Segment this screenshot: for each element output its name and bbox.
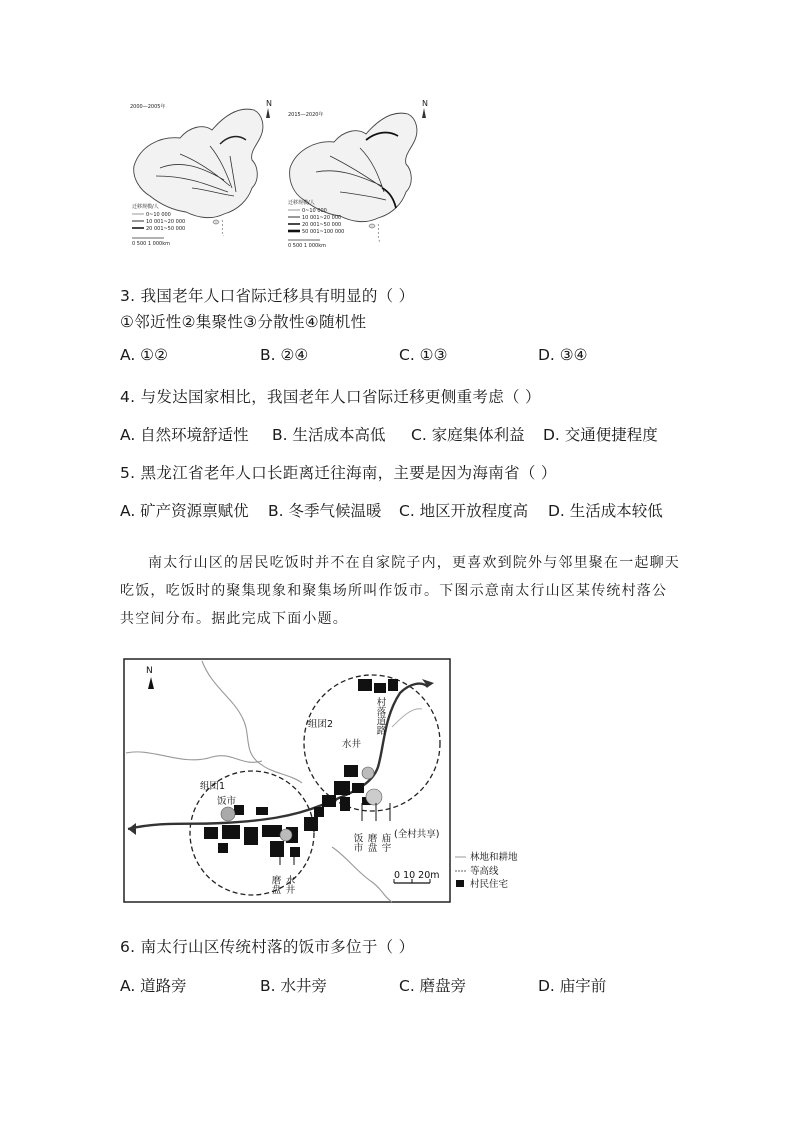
label-shared: (全村共享) bbox=[394, 829, 440, 840]
question-3-option-b[interactable]: B. ②④ bbox=[260, 346, 309, 364]
label-mopan-group-1: 磨盘 bbox=[269, 875, 281, 894]
legend-house: 村民住宅 bbox=[470, 879, 509, 890]
group-1-label: 组团1 bbox=[200, 781, 226, 792]
hainan-left bbox=[213, 220, 219, 224]
question-6-option-b[interactable]: B. 水井旁 bbox=[260, 977, 327, 995]
public-space-marker-group-2 bbox=[366, 789, 382, 805]
label-mopan-bottom: 磨盘 bbox=[365, 833, 377, 852]
north-arrow-icon: N bbox=[266, 99, 272, 108]
shuijing-label: 水井 bbox=[342, 739, 362, 750]
legend-title-left: 迁移规模/人 bbox=[132, 204, 159, 210]
question-5-option-c[interactable]: C. 地区开放程度高 bbox=[399, 502, 529, 520]
question-6-option-c[interactable]: C. 磨盘旁 bbox=[399, 977, 467, 995]
north-arrow-shape-icon bbox=[422, 108, 426, 118]
legend-title-right: 迁移规模/人 bbox=[288, 200, 315, 206]
reading-passage: 南太行山区的居民吃饭时并不在自家院子内，更喜欢到院外与邻里聚在一起聊天吃饭，吃饭时的聚集现象和聚集场所叫作饭市。下图示意南太行山区某传统村落公共空间分布。据此完成下面小题。 bbox=[120, 555, 680, 627]
label-fanshi-bottom: 饭市 bbox=[351, 833, 363, 852]
south-sea-line-left bbox=[222, 220, 224, 236]
legend-item-3-left: 20 001~50 000 bbox=[146, 226, 186, 232]
label-shuijing-group-1: 水井 bbox=[283, 875, 295, 894]
question-4-option-c[interactable]: C. 家庭集体利益 bbox=[411, 426, 525, 444]
south-sea-line-right bbox=[378, 224, 380, 242]
mopan-marker bbox=[280, 829, 292, 841]
hainan-right bbox=[369, 224, 375, 228]
map-right-period: 2015—2020年 bbox=[288, 112, 324, 118]
map-2015-2020 bbox=[288, 99, 428, 249]
question-3-option-a[interactable]: A. ①② bbox=[120, 346, 168, 364]
map-frame bbox=[124, 659, 450, 902]
road-label: 村落道路 bbox=[374, 697, 386, 735]
question-3-option-c[interactable]: C. ①③ bbox=[399, 346, 448, 364]
question-3-stem: 3. 我国老年人口省际迁移具有明显的（ ） bbox=[120, 287, 415, 305]
village-map-figure bbox=[122, 657, 542, 905]
question-4-option-b[interactable]: B. 生活成本高低 bbox=[272, 426, 386, 444]
question-4-option-d[interactable]: D. 交通便捷程度 bbox=[543, 426, 658, 444]
legend-contour: 等高线 bbox=[470, 866, 499, 877]
question-5-stem: 5. 黑龙江省老年人口长距离迁往海南，主要是因为海南省（ ） bbox=[120, 464, 557, 482]
fanshi-label: 饭市 bbox=[217, 796, 237, 807]
map-2000-2005 bbox=[130, 99, 272, 247]
shuijing-marker bbox=[362, 767, 374, 779]
group-2-label: 组团2 bbox=[308, 719, 334, 730]
question-6-option-d[interactable]: D. 庙宇前 bbox=[538, 977, 607, 995]
legend-item-1-right: 0~10 000 bbox=[302, 208, 327, 214]
question-5-option-a[interactable]: A. 矿产资源禀赋优 bbox=[120, 502, 249, 520]
question-5-option-b[interactable]: B. 冬季气候温暖 bbox=[268, 502, 382, 520]
fanshi-marker-group-1 bbox=[221, 807, 235, 821]
question-6-stem: 6. 南太行山区传统村落的饭市多位于（ ） bbox=[120, 938, 415, 956]
scale-text-right: 0 500 1 000km bbox=[288, 243, 326, 249]
village-north-icon: N bbox=[146, 666, 153, 676]
north-arrow-icon: N bbox=[422, 99, 428, 108]
question-4-option-a[interactable]: A. 自然环境舒适性 bbox=[120, 426, 249, 444]
question-4-stem: 4. 与发达国家相比，我国老年人口省际迁移更侧重考虑（ ） bbox=[120, 388, 541, 406]
legend-house-symbol-icon bbox=[456, 880, 464, 887]
legend-forest: 林地和耕地 bbox=[470, 852, 518, 863]
map-left-period: 2000—2005年 bbox=[130, 104, 166, 110]
legend-item-1-left: 0~10 000 bbox=[146, 212, 171, 218]
village-scale-text: 0 10 20m bbox=[394, 870, 440, 881]
question-3-option-d[interactable]: D. ③④ bbox=[538, 346, 588, 364]
scale-text-left: 0 500 1 000km bbox=[132, 241, 170, 247]
migration-maps-figure bbox=[120, 96, 440, 260]
north-arrow-shape-icon bbox=[266, 108, 270, 118]
label-miaoyu-bottom: 庙宇 bbox=[379, 833, 391, 852]
legend-item-3-right: 20 001~50 000 bbox=[302, 222, 342, 228]
question-5-option-d[interactable]: D. 生活成本较低 bbox=[548, 502, 663, 520]
legend-item-4-right: 50 001~100 000 bbox=[302, 229, 345, 235]
legend-item-2-left: 10 001~20 000 bbox=[146, 219, 186, 225]
question-3-statements: ①邻近性②集聚性③分散性④随机性 bbox=[120, 313, 367, 331]
question-6-option-a[interactable]: A. 道路旁 bbox=[120, 977, 187, 995]
legend-item-2-right: 10 001~20 000 bbox=[302, 215, 342, 221]
